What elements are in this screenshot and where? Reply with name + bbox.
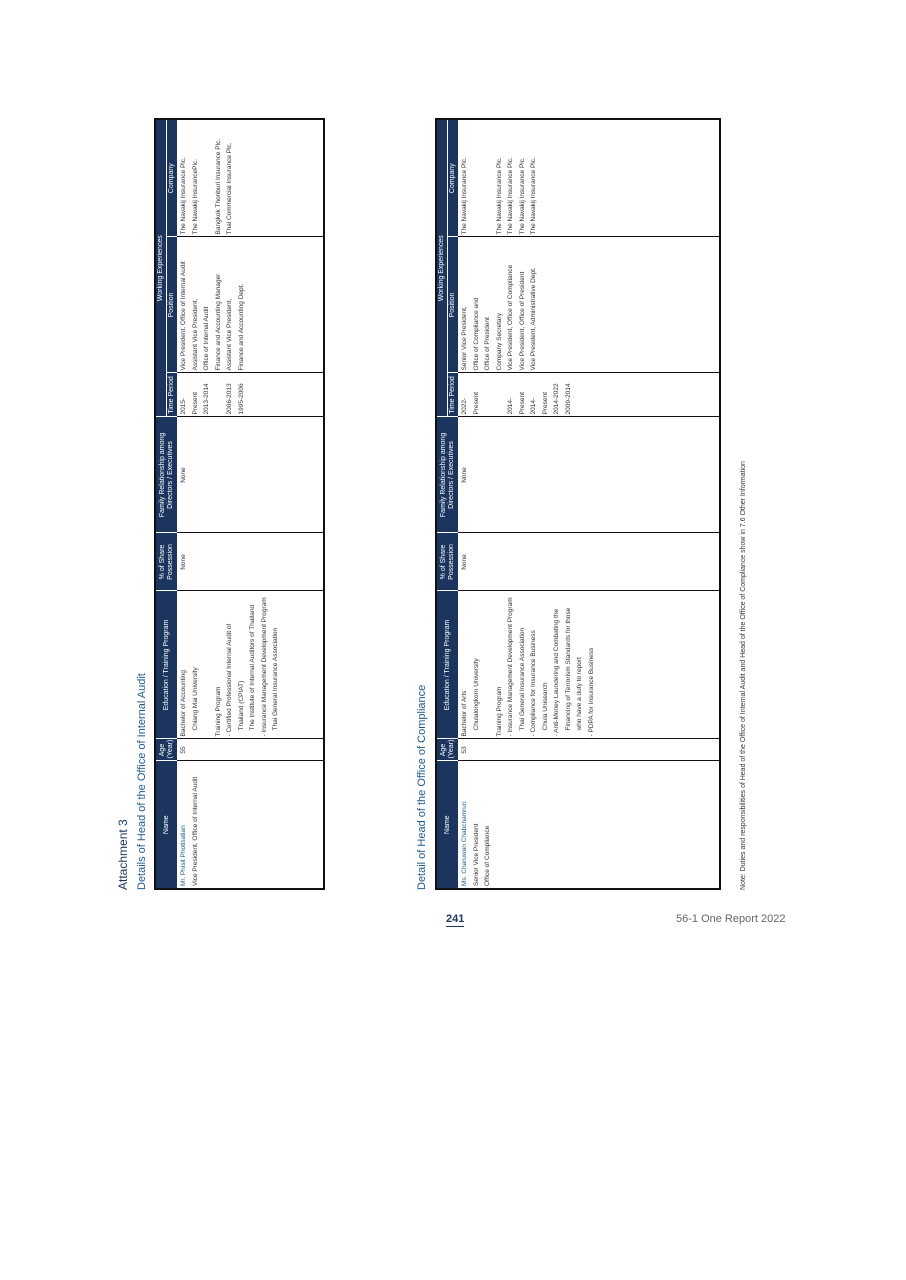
position-line: Office of Compliance and <box>472 297 480 371</box>
header-working-experiences: Working Experiences <box>436 119 448 417</box>
degree: Bachelor of Arts <box>461 690 469 737</box>
header-age: Age (Year) <box>436 739 458 761</box>
rotated-page-content <box>112 10 752 890</box>
share-cell: None <box>458 533 720 591</box>
position: Vice President, Office of Compliance <box>507 264 515 371</box>
header-company: Company <box>448 119 459 237</box>
person-role: Senior Vice President <box>472 823 480 886</box>
company: The Navakij Insurance Plc. <box>530 157 538 235</box>
header-age: Age (Year) <box>155 739 177 761</box>
period: 2022-Present <box>461 392 480 415</box>
training-label: Training Program <box>214 686 222 737</box>
position-line: Office of Internal Audit <box>203 306 211 371</box>
header-family: Family Relationship among Directors / Executives <box>436 417 458 533</box>
header-education: Education / Training Program <box>155 591 177 739</box>
family-cell: None <box>458 417 720 533</box>
family-cell: None <box>177 417 324 533</box>
person-role: Vice President, Office of Internal Audit <box>191 776 199 886</box>
training-item-line: Thai General Insurance Association <box>518 627 526 731</box>
company: Bangkok Thonburi Insurance Plc. <box>214 138 222 235</box>
training-item-line: Chula Unisearch <box>541 682 549 731</box>
table-row <box>458 119 720 889</box>
position-cell <box>458 237 720 373</box>
position: Vice President, Office of President <box>518 271 526 371</box>
name-cell <box>177 761 324 889</box>
header-share: % of Share Possession <box>436 533 458 591</box>
training-label: Training Program <box>495 686 503 737</box>
training-item: - Insurance Management Development Program <box>260 597 268 737</box>
header-position: Position <box>167 237 178 373</box>
compliance-table <box>435 118 721 890</box>
company: The Navakij InsurancePlc. <box>191 158 199 235</box>
period: 2014-Present <box>530 392 549 415</box>
company: The Navakij Insurance Plc. <box>518 157 526 235</box>
period: 1995-2006 <box>237 383 245 415</box>
company: The Navakij Insurance Plc. <box>461 157 469 235</box>
header-time-period: Time Period <box>448 373 459 417</box>
header-time-period: Time Period <box>167 373 178 417</box>
audit-table <box>154 118 325 890</box>
company-cell <box>458 119 720 237</box>
period: 2014-Present <box>507 392 526 415</box>
position: Finance and Accounting Manager <box>214 273 222 371</box>
training-item: - Compliance for Insurance Business <box>530 630 538 737</box>
table-row <box>177 119 324 889</box>
period: 2009-2014 <box>564 383 572 415</box>
position: Vice President, Office of Internal Audit <box>180 261 188 371</box>
training-item-line: who have a duty to report <box>576 657 584 731</box>
training-item: - PDPA for Insurance Business <box>587 647 595 737</box>
header-working-experiences: Working Experiences <box>155 119 167 417</box>
compliance-section-title: Detail of Head of the Office of Compliance <box>416 684 428 890</box>
position: Vice President, Administrative Dept. <box>530 267 538 371</box>
training-item-line: The Institute of Internal Auditors of Thailand <box>249 604 257 731</box>
degree: Bachelor of Accounting <box>180 670 188 737</box>
company: The Navakij Insurance Plc. <box>507 157 515 235</box>
university: Chiang Mai University <box>191 667 199 731</box>
training-item: - Certified Professional Internal Audit of <box>226 623 234 737</box>
training-item-line: Financing of Terrorism Standards for those <box>564 607 572 731</box>
position-cell <box>177 237 324 373</box>
position-line: Office of President <box>484 317 492 371</box>
attachment-label: Attachment 3 <box>116 819 130 890</box>
training-item: - Anti-Money Laundering and Combating the <box>553 608 561 737</box>
header-family: Family Relationship among Directors / Executives <box>155 417 177 533</box>
header-name: Name <box>436 761 458 889</box>
company: Thai Commercial Insurance Plc. <box>226 142 234 235</box>
page-number: 241 <box>446 913 465 925</box>
company: The Navakij Insurance Plc. <box>180 157 188 235</box>
training-item: - Insurance Management Development Program <box>507 597 515 737</box>
person-name: Ms. Charuwan Chabchamrun <box>461 801 469 886</box>
position: Assistant Vice President, <box>226 298 234 371</box>
person-role-line: Office of Compliance <box>484 825 492 886</box>
header-education: Education / Training Program <box>436 591 458 739</box>
period: 2006-2013 <box>226 383 234 415</box>
header-company: Company <box>167 119 178 237</box>
footnote: Note: Duties and responsibilities of Head of the Office of Internal Audit and Head of the Office of Compliance show in 7.6 Other Information <box>740 461 747 890</box>
position: Senior Vice President, <box>461 306 469 371</box>
header-name: Name <box>155 761 177 889</box>
period-cell <box>177 373 324 417</box>
university: Chulalongkorn University <box>472 658 480 731</box>
position: Company Secretary <box>495 313 503 371</box>
share-cell: None <box>177 533 324 591</box>
report-title: 56-1 One Report 2022 <box>676 913 786 925</box>
company: The Navakij Insurance Plc. <box>495 157 503 235</box>
period-cell <box>458 373 720 417</box>
position: Assistant Vice President, <box>191 298 199 371</box>
age-cell: 53 <box>458 739 720 761</box>
period: 2013-2014 <box>203 383 211 415</box>
training-item-line: Thai General Insurance Association <box>272 627 280 731</box>
education-cell <box>177 591 324 739</box>
age-cell: 55 <box>177 739 324 761</box>
header-position: Position <box>448 237 459 373</box>
company-cell <box>177 119 324 237</box>
period: 2015-Present <box>180 392 199 415</box>
education-cell <box>458 591 720 739</box>
audit-section-title: Details of Head of the Office of Internal Audit <box>136 673 148 890</box>
position-line: Finance and Accounting Dept. <box>237 283 245 371</box>
header-share: % of Share Possession <box>155 533 177 591</box>
period: 2014-2022 <box>553 383 561 415</box>
training-item-line: Thailand (CPIAT) <box>237 680 245 731</box>
person-name: Mr. Phisit Photisatian <box>180 825 188 886</box>
name-cell <box>458 761 720 889</box>
